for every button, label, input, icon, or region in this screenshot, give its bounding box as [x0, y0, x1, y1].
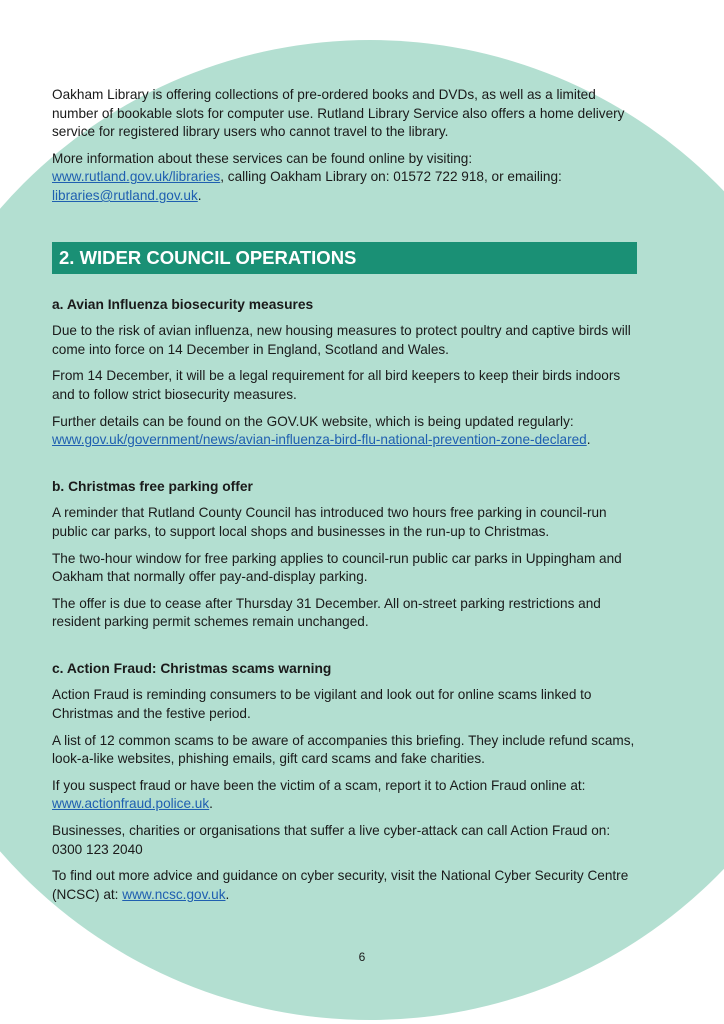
section-c-text-2-end: .	[225, 886, 230, 902]
section-c-paragraph-1: Action Fraud is reminding consumers to be vigilant and look out for online scams linked to Christmas and the festive period.	[52, 687, 592, 722]
section-action-fraud	[52, 660, 642, 905]
intro-paragraph-1: Oakham Library is offering collections of pre-ordered books and DVDs, as well as a limited number of bookable slots for computer use. Rutland Library Service also offers a home delivery service for registered library users who cannot travel to the library.	[52, 87, 625, 140]
intro-text-mid: , calling Oakham Library on: 01572 722 918, or emailing:	[220, 169, 562, 185]
section-c-text: If you suspect fraud or have been the victim of a scam, report it to Action Fraud online at:	[52, 777, 586, 793]
page-content	[52, 86, 642, 932]
section-b-heading: b. Christmas free parking offer	[52, 478, 253, 494]
section-c-paragraph-5	[52, 867, 642, 904]
section-a-paragraph-3	[52, 413, 642, 450]
section-a-paragraph-2: From 14 December, it will be a legal requirement for all bird keepers to keep their birds indoors and to follow strict biosecurity measures.	[52, 368, 621, 402]
section-b-paragraph-1: A reminder that Rutland County Council has introduced two hours free parking in council-run public car parks, to support local shops and businesses in the run-up to Christmas.	[52, 505, 607, 539]
action-fraud-link[interactable]: www.actionfraud.police.uk	[52, 796, 210, 812]
section-c-paragraph-2: A list of 12 common scams to be aware of accompanies this briefing. They include refund scams, look-a-like websites, phishing emails, gift card scams and fake charities.	[52, 732, 635, 767]
libraries-link[interactable]: www.rutland.gov.uk/libraries	[52, 169, 221, 185]
section-a-text-end: .	[586, 432, 591, 448]
section-a-paragraph-1: Due to the risk of avian influenza, new housing measures to protect poultry and captive birds will come into force on 14 December in England, Scotland and Wales.	[52, 323, 631, 357]
section-c-heading: c. Action Fraud: Christmas scams warning	[52, 660, 332, 676]
libraries-email-link[interactable]: libraries@rutland.gov.uk	[52, 187, 198, 203]
intro-paragraph-2	[52, 150, 642, 206]
section-c-paragraph-4: Businesses, charities or organisations that suffer a live cyber-attack can call Action Fraud on: 0300 123 2040	[52, 823, 611, 857]
section-free-parking	[52, 478, 642, 632]
section-b-paragraph-2: The two-hour window for free parking applies to council-run public car parks in Uppingham and Oakham that normally offer pay-and-display parking.	[52, 550, 622, 585]
intro-text-end: .	[197, 187, 202, 203]
section-c-text-2: To find out more advice and guidance on cyber security, visit the National Cyber Security Centre (NCSC) at:	[52, 868, 629, 902]
section-banner: 2. WIDER COUNCIL OPERATIONS	[52, 242, 637, 274]
section-a-text: Further details can be found on the GOV.UK website, which is being updated regularly:	[52, 413, 574, 429]
section-c-paragraph-3	[52, 777, 642, 814]
section-avian-influenza	[52, 296, 642, 450]
section-c-text-end: .	[209, 796, 213, 812]
page-number: 6	[358, 950, 366, 964]
section-b-paragraph-3: The offer is due to cease after Thursday 31 December. All on-street parking restrictions and resident parking permit schemes remain unchanged.	[52, 595, 601, 630]
section-a-heading: a. Avian Influenza biosecurity measures	[52, 296, 314, 312]
intro-text-start: More information about these services can be found online by visiting:	[52, 150, 473, 166]
gov-uk-avian-link[interactable]: www.gov.uk/government/news/avian-influenza-bird-flu-national-prevention-zone-declared	[52, 432, 587, 448]
ncsc-link[interactable]: www.ncsc.gov.uk	[122, 886, 226, 902]
